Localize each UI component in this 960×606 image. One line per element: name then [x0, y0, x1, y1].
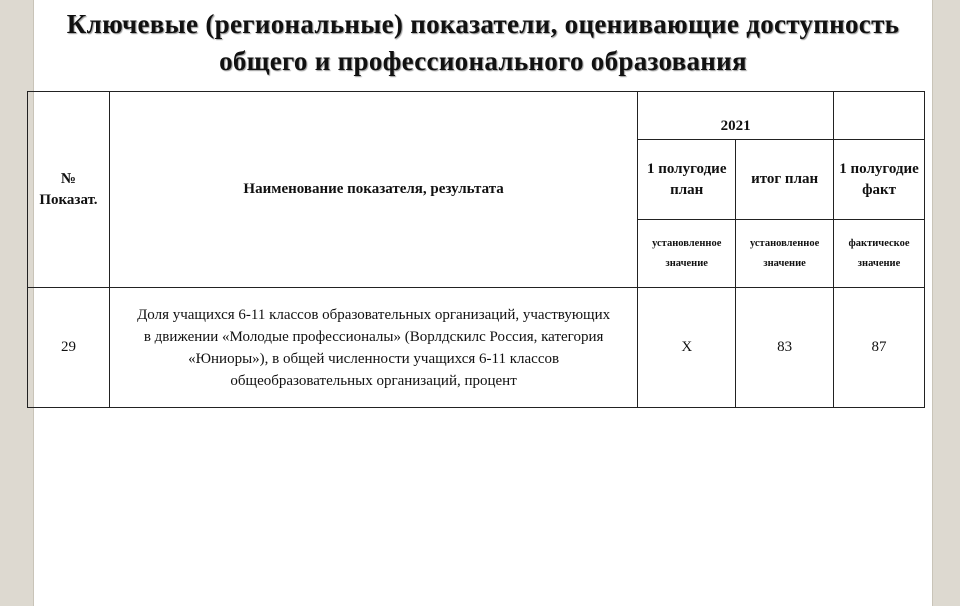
- table-row: [28, 288, 925, 408]
- cell-h1-fact: 87: [834, 288, 925, 408]
- slide-page: [33, 0, 933, 606]
- cell-h1-plan: Х: [638, 288, 736, 408]
- header-name: Наименование показателя, результата: [109, 92, 637, 288]
- subheader-plan-2: установленное значение: [736, 220, 834, 288]
- header-year: 2021: [638, 92, 834, 140]
- header-row-year: [28, 92, 925, 140]
- cell-number: 29: [28, 288, 110, 408]
- indicators-table: [27, 91, 925, 408]
- cell-name: Доля учащихся 6-11 классов образовательных организаций, участвующих в движении «Молодые профессионалы» (Ворлдскилс Россия, категория «Юниоры»), в общей численности учащихся 6-11 классов общеобразовательных организаций, процент: [109, 288, 637, 408]
- header-h1-plan: 1 полугодие план: [638, 140, 736, 220]
- page-title-line1: Ключевые (региональные) показатели, оценивающие доступность: [66, 9, 900, 39]
- subheader-fact: фактическое значение: [834, 220, 925, 288]
- header-number: № Показат.: [28, 92, 110, 288]
- page-title-line2: общего и профессионального образования: [219, 46, 747, 76]
- header-total-plan: итог план: [736, 140, 834, 220]
- header-year-blank: [834, 92, 925, 140]
- page-title: [34, 6, 932, 80]
- subheader-plan-1: установленное значение: [638, 220, 736, 288]
- header-h1-fact: 1 полугодие факт: [834, 140, 925, 220]
- cell-total-plan: 83: [736, 288, 834, 408]
